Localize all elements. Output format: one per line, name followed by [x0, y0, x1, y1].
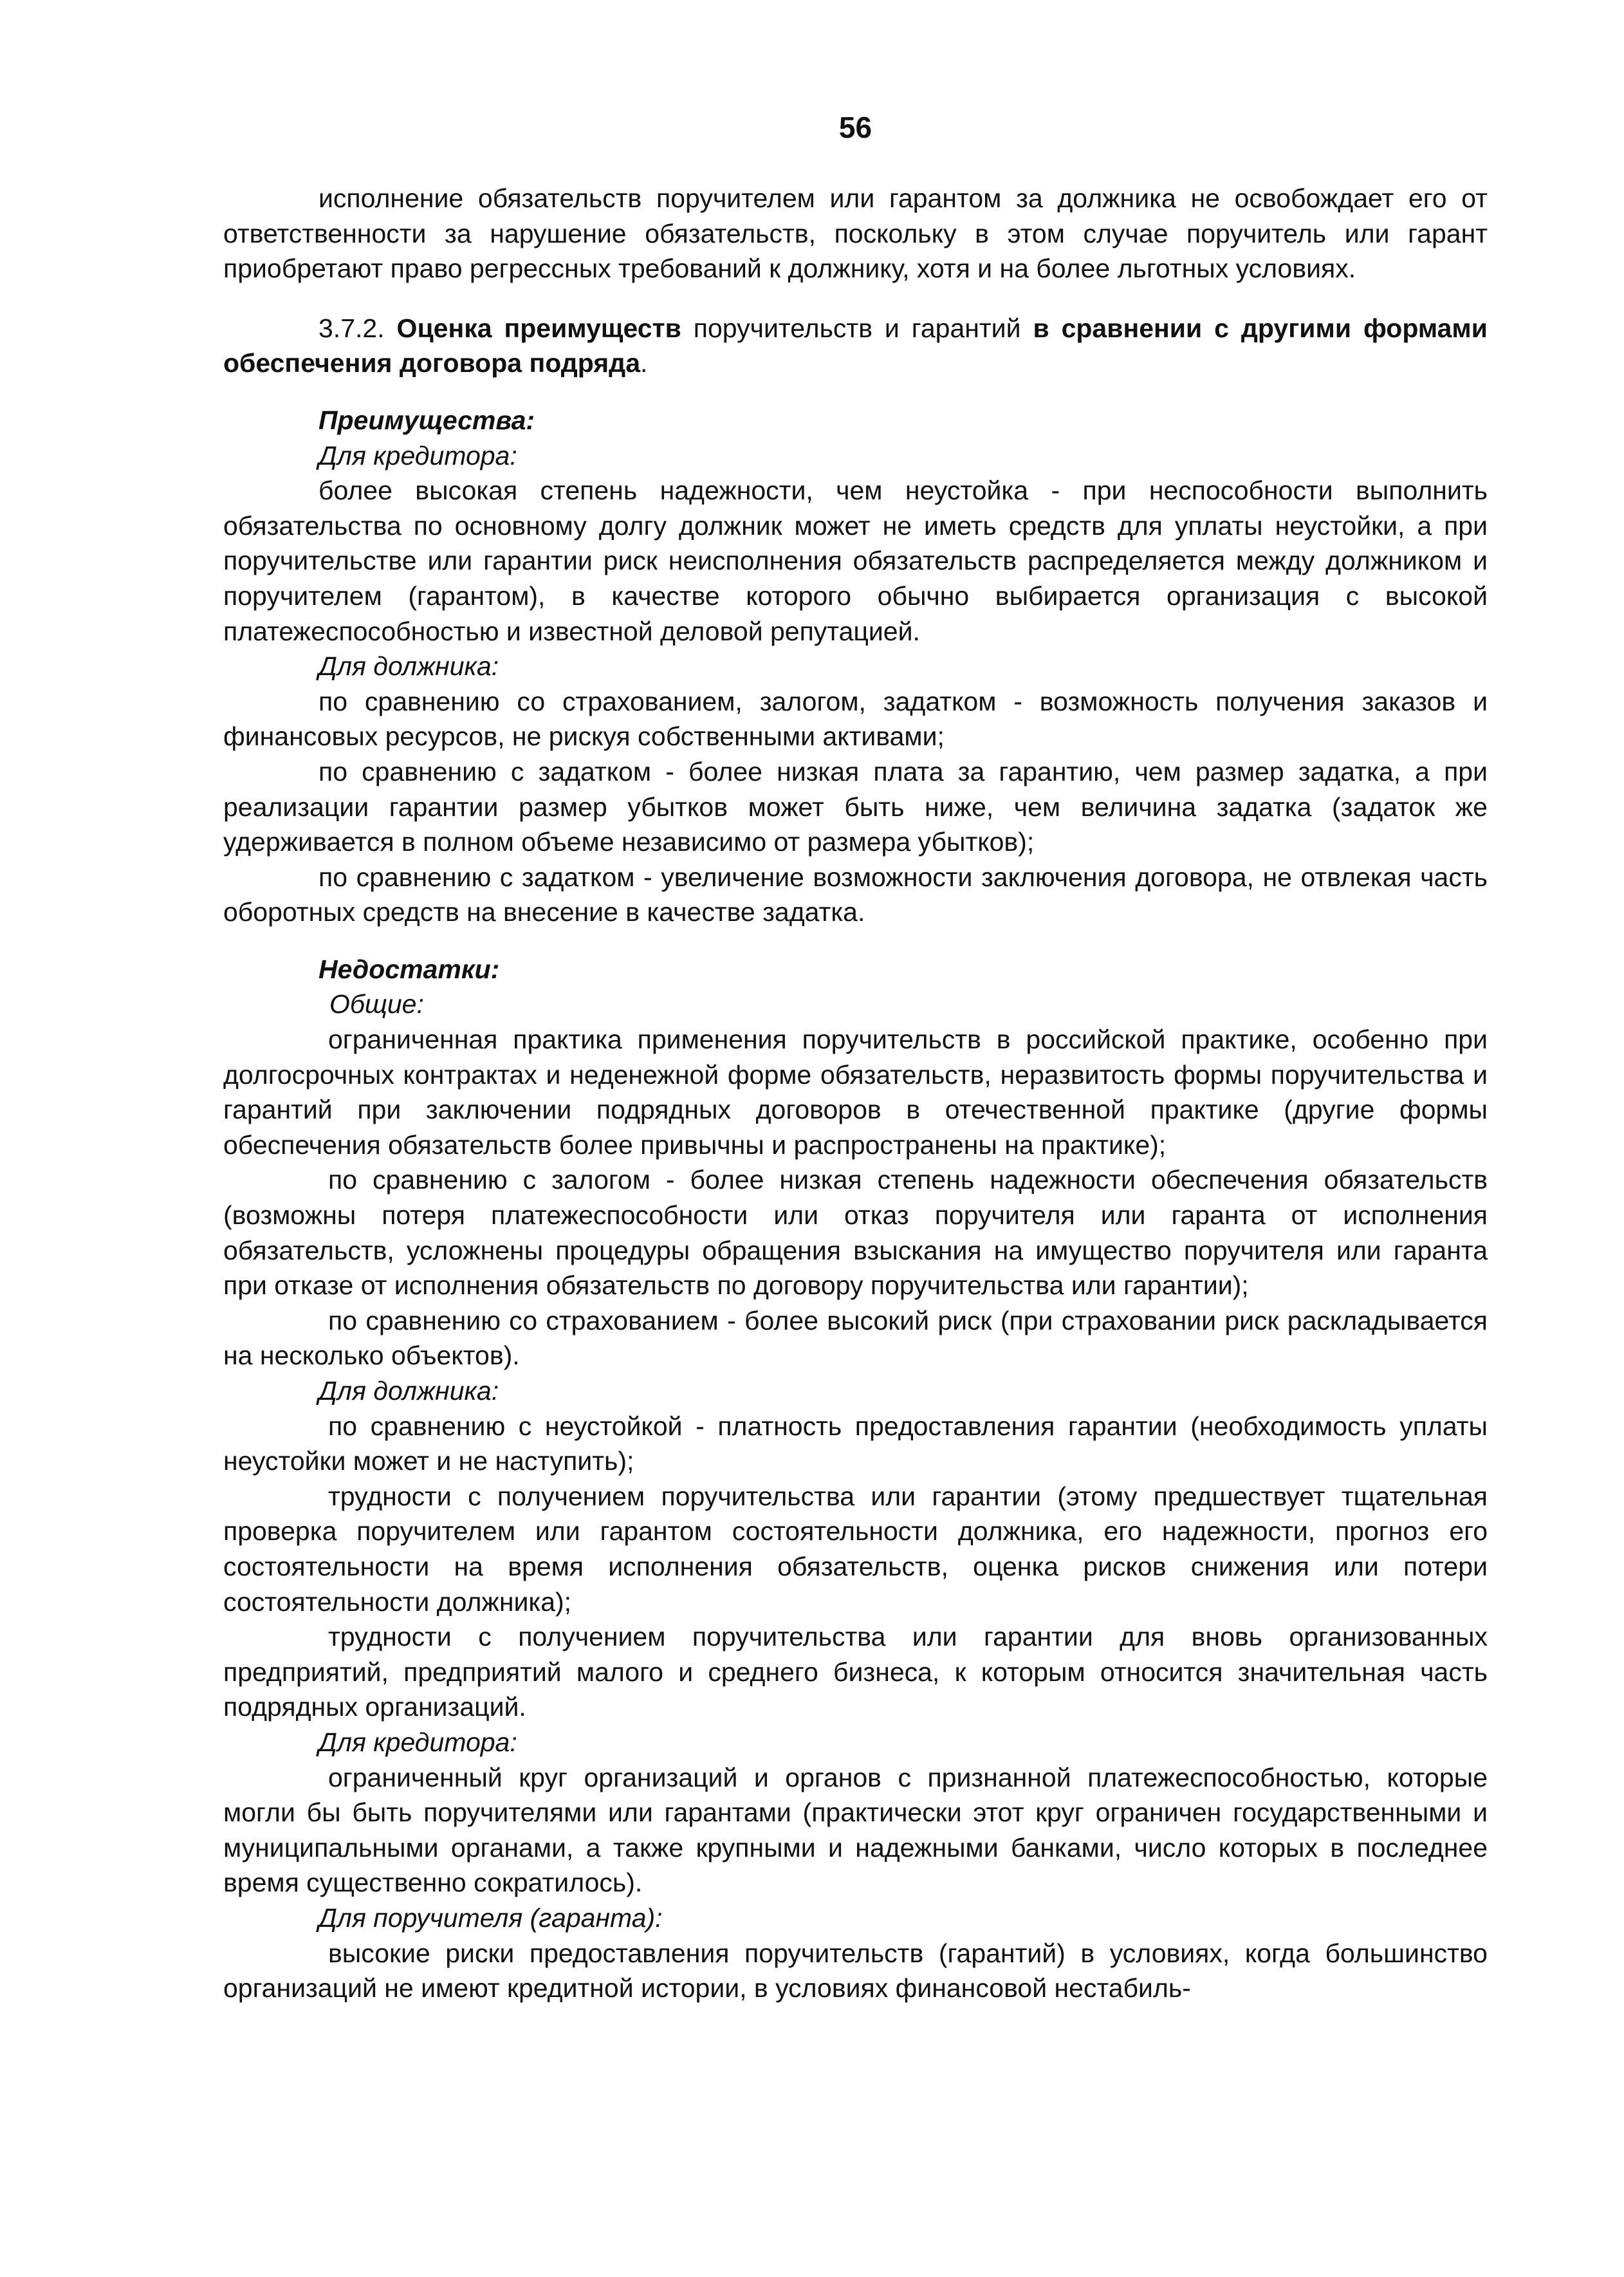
disadvantages-heading: Недостатки:	[318, 954, 500, 984]
section-end: .	[640, 348, 648, 378]
disadvantages-debtor-item: трудности с получением поручительства или гарантии (этому предшествует тщательная проверка поручителем или гарантом состоятельности должника, его надежности, прогноз его состоятельности на время исполнения обязательств, оценка рисков снижения или потери состоятельности должника);	[223, 1481, 1488, 1617]
disadvantages-general-label: Общие:	[329, 989, 424, 1019]
advantages-heading: Преимущества:	[318, 405, 535, 435]
disadvantages-debtor-item: трудности с получением поручительства или гарантии для вновь организованных предприятий, предприятий малого и среднего бизнеса, к которым относится значительная часть подрядных организаций.	[223, 1622, 1488, 1722]
section-number: 3.7.2.	[318, 313, 385, 343]
disadvantages-creditor-text: ограниченный круг организаций и органов с признанной платежеспособностью, которые могли бы быть поручителями или гарантами (практически этот круг ограничен государственными и муниципальными органами, а также крупными и надежными банками, число которых в последнее время существенно сократилось).	[223, 1762, 1488, 1898]
advantages-creditor-label: Для кредитора:	[318, 440, 517, 470]
advantages-creditor-text: более высокая степень надежности, чем неустойка - при неспособности выполнить обязательства по основному долгу должник может не иметь средств для уплаты неустойки, а при поручительстве или гарантии риск неисполнения обязательств распределяется между должником и поручителем (гарантом), в качестве которого обычно выбирается организация с высокой платежеспособностью и известной деловой репутацией.	[223, 476, 1488, 646]
disadvantages-general-item: по сравнению со страхованием - более высокий риск (при страховании риск раскладывается на несколько объектов).	[223, 1305, 1488, 1371]
section-heading	[223, 311, 1488, 381]
advantages-debtor-item: по сравнению с задатком - более низкая плата за гарантию, чем размер задатка, а при реализации гарантии размер убытков может быть ниже, чем величина задатка (задаток же удерживается в полном объеме независимо от размера убытков);	[223, 756, 1488, 857]
disadvantages-guarantor-label: Для поручителя (гаранта):	[318, 1902, 663, 1933]
disadvantages-debtor-item: по сравнению с неустойкой - платность предоставления гарантии (необходимость уплаты неустойки может и не наступить);	[223, 1411, 1488, 1476]
disadvantages-guarantor-text: высокие риски предоставления поручительств (гарантий) в условиях, когда большинство организаций не имеют кредитной истории, в условиях финансовой нестабиль-	[223, 1938, 1488, 2003]
section-bold-part1: Оценка преимуществ	[396, 313, 681, 343]
advantages-debtor-item: по сравнению со страхованием, залогом, задатком - возможность получения заказов и финансовых ресурсов, не рискуя собственными активами;	[223, 686, 1488, 752]
document-page	[223, 109, 1488, 2006]
section-normal-part: поручительств и гарантий	[693, 313, 1021, 343]
disadvantages-general-item: по сравнению с залогом - более низкая степень надежности обеспечения обязательств (возможны потеря платежеспособности или отказ поручителя или гаранта от исполнения обязательств, усложнены процедуры обращения взыскания на имущество поручителя или гаранта при отказе от исполнения обязательств по договору поручительства или гарантии);	[223, 1165, 1488, 1301]
advantages-debtor-label: Для должника:	[318, 651, 499, 682]
disadvantages-general-item: ограниченная практика применения поручительств в российской практике, особенно при долгосрочных контрактах и неденежной форме обязательств, неразвитость формы поручительства и гарантий при заключении подрядных договоров в отечественной практике (другие формы обеспечения обязательств более привычны и распространены на практике);	[223, 1025, 1488, 1160]
disadvantages-debtor-label: Для должника:	[318, 1376, 499, 1406]
disadvantages-creditor-label: Для кредитора:	[318, 1727, 517, 1757]
advantages-debtor-item: по сравнению с задатком - увеличение возможности заключения договора, не отвлекая часть оборотных средств на внесение в качестве задатка.	[223, 862, 1488, 927]
intro-paragraph: исполнение обязательств поручителем или гарантом за должника не освобождает его от ответственности за нарушение обязательств, поскольку в этом случае поручитель или гарант приобретают право регрессных требований к должнику, хотя и на более льготных условиях.	[223, 183, 1488, 284]
section-bold-part2: в сравнении с другими формами обеспечения договора подряда	[223, 313, 1488, 378]
page-number: 56	[838, 111, 872, 144]
